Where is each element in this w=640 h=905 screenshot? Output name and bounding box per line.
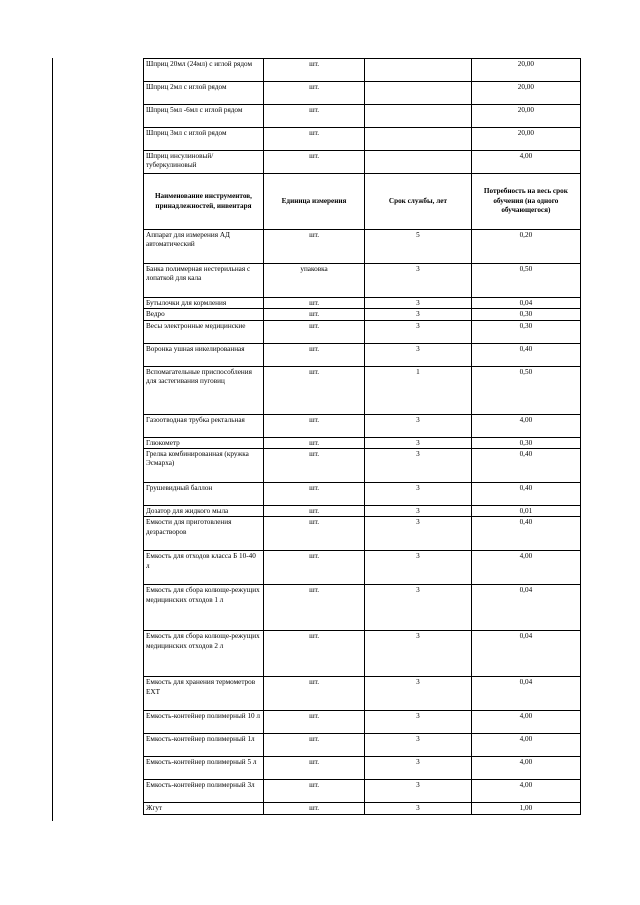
item-name: Шприц 3мл с иглой рядом (144, 128, 264, 151)
item-life: 3 (365, 711, 472, 734)
item-need: 4,00 (471, 151, 580, 174)
table-row (144, 128, 581, 151)
item-life: 3 (365, 343, 472, 366)
item-life: 3 (365, 551, 472, 585)
item-need: 20,00 (471, 128, 580, 151)
item-name: Весы электронные медицинские (144, 320, 264, 343)
header-unit: Единица измерения (263, 174, 364, 230)
item-name: Аппарат для измерения АД автоматический (144, 230, 264, 264)
item-life (365, 82, 472, 105)
item-need: 0,20 (471, 230, 580, 264)
table-row (144, 309, 581, 320)
item-unit: шт. (263, 343, 364, 366)
table-row (144, 631, 581, 677)
item-life (365, 128, 472, 151)
item-name: Емкость-контейнер полимерный 10 л (144, 711, 264, 734)
table-row (144, 82, 581, 105)
item-name: Емкость для сбора колюще-режущих медицинских отходов 2 л (144, 631, 264, 677)
item-unit: шт. (263, 105, 364, 128)
item-life: 1 (365, 366, 472, 414)
item-name: Шприц инсулиновый/ туберкулиновый (144, 151, 264, 174)
header-name: Наименование инструментов, принадлежностей, инвентаря (144, 174, 264, 230)
table-row (144, 757, 581, 780)
table-row (144, 711, 581, 734)
table-row (144, 264, 581, 298)
table-row (144, 414, 581, 437)
item-name: Грушевидный баллон (144, 483, 264, 506)
item-unit: шт. (263, 298, 364, 309)
item-life: 3 (365, 585, 472, 631)
table-row (144, 343, 581, 366)
item-unit: шт. (263, 711, 364, 734)
header-life: Срок службы, лет (365, 174, 472, 230)
item-unit: шт. (263, 803, 364, 814)
item-need: 0,40 (471, 343, 580, 366)
table-row (144, 59, 581, 82)
item-unit: шт. (263, 59, 364, 82)
item-need: 0,04 (471, 585, 580, 631)
item-life: 3 (365, 734, 472, 757)
item-name: Дозатор для жидкого мыла (144, 506, 264, 517)
table-row (144, 230, 581, 264)
item-life: 3 (365, 309, 472, 320)
item-need: 0,50 (471, 366, 580, 414)
item-unit: шт. (263, 414, 364, 437)
item-name: Газоотводная трубка ректальная (144, 414, 264, 437)
item-unit: шт. (263, 780, 364, 803)
item-name: Банка полимерная нестерильная с лопаткой для кала (144, 264, 264, 298)
item-unit: шт. (263, 551, 364, 585)
item-need: 4,00 (471, 734, 580, 757)
item-life: 3 (365, 506, 472, 517)
item-need: 0,50 (471, 264, 580, 298)
table-row (144, 437, 581, 448)
item-name: Воронка ушная никелированная (144, 343, 264, 366)
item-life: 5 (365, 230, 472, 264)
item-need: 4,00 (471, 711, 580, 734)
item-need: 0,40 (471, 483, 580, 506)
item-need: 0,04 (471, 631, 580, 677)
item-unit: шт. (263, 677, 364, 711)
table-row (144, 734, 581, 757)
item-life: 3 (365, 803, 472, 814)
item-need: 4,00 (471, 551, 580, 585)
item-unit: шт. (263, 320, 364, 343)
item-need: 0,04 (471, 298, 580, 309)
item-life: 3 (365, 780, 472, 803)
table-header-row (144, 174, 581, 230)
table-row (144, 517, 581, 551)
item-unit: шт. (263, 82, 364, 105)
item-need: 0,30 (471, 320, 580, 343)
item-name: Емкости для приготовления дезрастворов (144, 517, 264, 551)
item-life: 3 (365, 449, 472, 483)
item-name: Шприц 5мл -6мл с иглой рядом (144, 105, 264, 128)
table-row (144, 105, 581, 128)
item-name: Емкость для сбора колюще-режущих медицинских отходов 1 л (144, 585, 264, 631)
item-unit: шт. (263, 506, 364, 517)
item-need: 0,30 (471, 309, 580, 320)
table-row (144, 151, 581, 174)
item-unit: шт. (263, 366, 364, 414)
item-need: 0,40 (471, 449, 580, 483)
table-row (144, 506, 581, 517)
item-unit: шт. (263, 309, 364, 320)
item-unit: шт. (263, 517, 364, 551)
item-life (365, 151, 472, 174)
item-life: 3 (365, 517, 472, 551)
item-unit: шт. (263, 449, 364, 483)
item-life: 3 (365, 298, 472, 309)
item-unit: шт. (263, 230, 364, 264)
equipment-table (143, 58, 581, 815)
table-row (144, 803, 581, 814)
item-name: Ведро (144, 309, 264, 320)
item-name: Вспомагательные приспособления для застегивания пуговиц (144, 366, 264, 414)
table-row (144, 780, 581, 803)
item-name: Грелка комбинированная (кружка Эсмарха) (144, 449, 264, 483)
item-unit: шт. (263, 437, 364, 448)
item-unit: шт. (263, 585, 364, 631)
item-unit: шт. (263, 631, 364, 677)
item-life: 3 (365, 757, 472, 780)
item-name: Емкость для отходов класса Б 10-40 л (144, 551, 264, 585)
item-unit: шт. (263, 151, 364, 174)
item-life: 3 (365, 264, 472, 298)
table-row (144, 320, 581, 343)
item-unit: шт. (263, 483, 364, 506)
item-name: Шприц 2мл с иглой рядом (144, 82, 264, 105)
item-unit: упаковка (263, 264, 364, 298)
item-name: Емкость-контейнер полимерный 5 л (144, 757, 264, 780)
item-name: Емкость-контейнер полимерный 1л (144, 734, 264, 757)
item-need: 4,00 (471, 780, 580, 803)
item-life: 3 (365, 414, 472, 437)
item-need: 0,04 (471, 677, 580, 711)
item-need: 0,40 (471, 517, 580, 551)
item-need: 0,30 (471, 437, 580, 448)
page-margin-line (52, 58, 53, 821)
item-unit: шт. (263, 128, 364, 151)
header-need: Потребность на весь срок обучения (на одного обучающегося) (471, 174, 580, 230)
item-name: Глюкометр (144, 437, 264, 448)
item-life: 3 (365, 320, 472, 343)
item-life (365, 105, 472, 128)
item-need: 20,00 (471, 59, 580, 82)
item-unit: шт. (263, 757, 364, 780)
item-life: 3 (365, 631, 472, 677)
item-name: Емкость для хранения термометров ЕХТ (144, 677, 264, 711)
table-row (144, 298, 581, 309)
item-unit: шт. (263, 734, 364, 757)
item-life: 3 (365, 677, 472, 711)
item-life (365, 59, 472, 82)
item-name: Шприц 20мл (24мл) с иглой рядом (144, 59, 264, 82)
item-name: Жгут (144, 803, 264, 814)
item-name: Бутылочки для кормления (144, 298, 264, 309)
table-row (144, 585, 581, 631)
item-need: 1,00 (471, 803, 580, 814)
item-need: 4,00 (471, 414, 580, 437)
item-life: 3 (365, 483, 472, 506)
table-row (144, 366, 581, 414)
table-row (144, 449, 581, 483)
item-need: 0,01 (471, 506, 580, 517)
item-need: 20,00 (471, 82, 580, 105)
table-row (144, 677, 581, 711)
item-name: Емкость-контейнер полимерный 3л (144, 780, 264, 803)
table-row (144, 483, 581, 506)
item-need: 4,00 (471, 757, 580, 780)
table-row (144, 551, 581, 585)
item-need: 20,00 (471, 105, 580, 128)
item-life: 3 (365, 437, 472, 448)
